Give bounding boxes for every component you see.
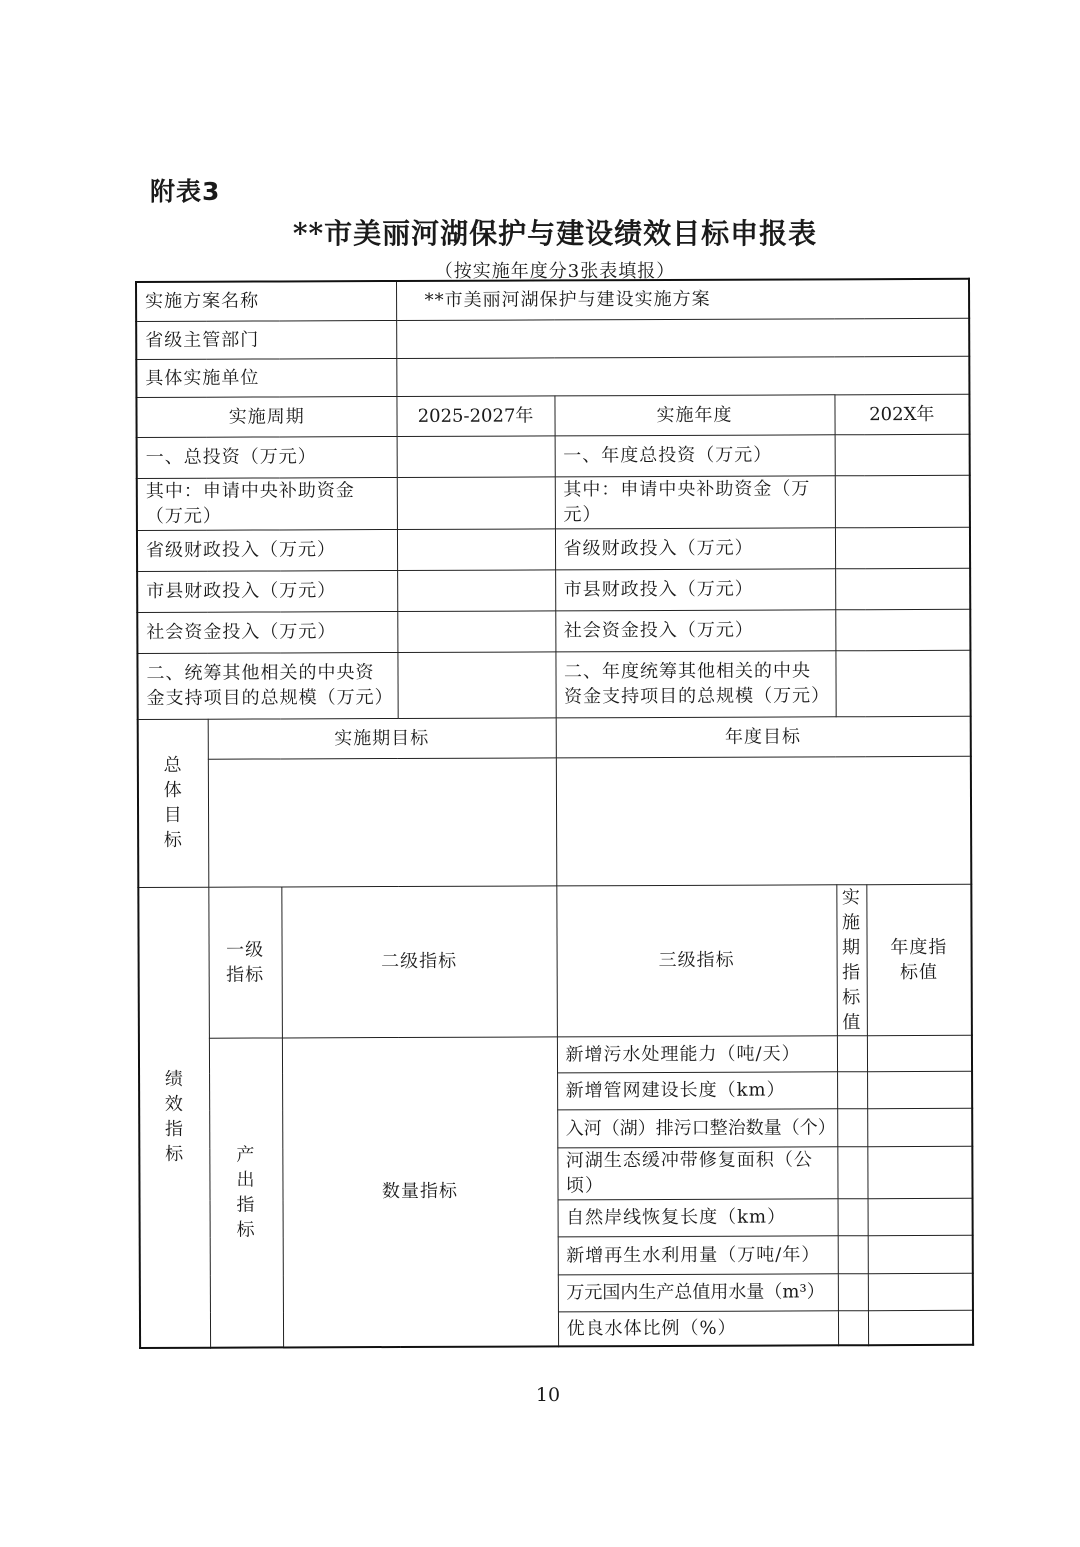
unit-value[interactable] <box>396 356 969 396</box>
col-annual-value-header <box>866 884 972 1035</box>
inv-left-label: 一、总投资（万元） <box>137 436 397 478</box>
year-value[interactable]: 202X年 <box>834 394 969 435</box>
period-goal-value[interactable] <box>208 757 557 886</box>
inv-left-value[interactable] <box>397 569 555 611</box>
unit-label: 具体实施单位 <box>136 358 396 397</box>
col-level3-header: 三级指标 <box>556 884 837 1036</box>
inv-left-value[interactable] <box>397 476 555 529</box>
page-number: 10 <box>535 1384 561 1406</box>
level2-quantity: 数量指标 <box>282 1036 558 1347</box>
plan-name-label: 实施方案名称 <box>136 281 396 321</box>
inv-right-value[interactable] <box>835 475 970 528</box>
indicator-annual-value[interactable] <box>867 1108 972 1146</box>
level1-output <box>209 1037 283 1347</box>
inv-left-value[interactable] <box>397 651 555 718</box>
inv-right-label: 其中：申请中央补助资金（万元） <box>555 475 835 528</box>
indicator-label: 万元国内生产总值用水量（m³） <box>558 1273 838 1311</box>
inv-right-label: 二、年度统筹其他相关的中央资金支持项目的总规模（万元） <box>555 650 835 717</box>
indicator-annual-value[interactable] <box>867 1071 972 1108</box>
indicator-period-value[interactable] <box>838 1310 868 1345</box>
indicator-label: 新增管网建设长度（km） <box>557 1071 837 1109</box>
period-goal-label: 实施期目标 <box>208 717 556 758</box>
inv-right-value[interactable] <box>835 609 970 651</box>
indicator-period-value[interactable] <box>838 1273 868 1310</box>
indicator-annual-value[interactable] <box>867 1035 972 1071</box>
col-level1-text: 一级指标 <box>226 939 265 986</box>
indicator-label: 新增再生水利用量（万吨/年） <box>558 1235 838 1274</box>
inv-right-label: 省级财政投入（万元） <box>555 527 835 569</box>
col-level1-header <box>208 886 282 1037</box>
indicator-label: 优良水体比例（%） <box>558 1310 838 1346</box>
indicator-annual-value[interactable] <box>868 1198 973 1235</box>
dept-value[interactable] <box>396 318 969 358</box>
annex-label: 附表3 <box>150 177 221 206</box>
indicator-annual-value[interactable] <box>868 1235 973 1273</box>
indicator-label: 新增污水处理能力（吨/天） <box>557 1035 837 1072</box>
inv-right-label: 社会资金投入（万元） <box>555 609 835 651</box>
indicator-period-value[interactable] <box>838 1198 868 1235</box>
inv-right-label: 一、年度总投资（万元） <box>555 434 835 476</box>
inv-right-value[interactable] <box>835 568 970 610</box>
inv-left-label: 其中：申请中央补助资金（万元） <box>137 477 397 530</box>
annual-goal-label: 年度目标 <box>556 716 971 758</box>
plan-name-value[interactable]: **市美丽河湖保护与建设实施方案 <box>396 279 969 320</box>
document-subtitle: （按实施年度分3张表填报） <box>434 261 676 282</box>
col-level2-header: 二级指标 <box>281 885 557 1037</box>
indicator-label: 入河（湖）排污口整治数量（个） <box>557 1108 837 1147</box>
inv-left-value[interactable] <box>397 610 555 652</box>
col-period-value-text: 实施期指标值 <box>841 886 862 1033</box>
performance-label-text: 绩效指标 <box>164 1069 185 1166</box>
inv-right-value[interactable] <box>835 527 970 569</box>
inv-right-value[interactable] <box>835 434 970 476</box>
performance-target-table <box>135 278 974 1349</box>
inv-left-label: 社会资金投入（万元） <box>137 611 397 653</box>
indicator-annual-value[interactable] <box>868 1273 973 1310</box>
indicator-annual-value[interactable] <box>868 1310 973 1345</box>
indicator-period-value[interactable] <box>837 1146 867 1198</box>
indicator-period-value[interactable] <box>838 1235 868 1273</box>
col-period-value-header <box>836 884 867 1035</box>
inv-right-label: 市县财政投入（万元） <box>555 568 835 610</box>
overall-goal-label-text: 总体目标 <box>163 754 183 851</box>
level1-output-text: 产出指标 <box>236 1144 256 1241</box>
indicator-period-value[interactable] <box>837 1035 867 1071</box>
period-value[interactable]: 2025-2027年 <box>396 395 554 436</box>
inv-left-label: 市县财政投入（万元） <box>137 570 397 612</box>
col-annual-value-text: 年度指标值 <box>890 936 948 983</box>
indicator-annual-value[interactable] <box>867 1146 972 1198</box>
form-sheet <box>135 278 972 1348</box>
performance-label <box>138 887 210 1348</box>
overall-goal-label <box>138 719 209 887</box>
inv-left-value[interactable] <box>397 435 555 477</box>
dept-label: 省级主管部门 <box>136 320 396 359</box>
indicator-period-value[interactable] <box>837 1108 867 1146</box>
indicator-period-value[interactable] <box>837 1071 867 1108</box>
inv-left-label: 省级财政投入（万元） <box>137 529 397 571</box>
document-title: **市美丽河湖保护与建设绩效目标申报表 <box>292 217 818 250</box>
indicator-label: 河湖生态缓冲带修复面积（公顷） <box>557 1146 837 1199</box>
year-label: 实施年度 <box>554 394 834 435</box>
inv-left-value[interactable] <box>397 528 555 570</box>
inv-right-value[interactable] <box>835 650 970 717</box>
indicator-label: 自然岸线恢复长度（km） <box>558 1198 838 1236</box>
annual-goal-value[interactable] <box>556 756 971 886</box>
period-label: 实施周期 <box>136 396 396 437</box>
inv-left-label: 二、统筹其他相关的中央资金支持项目的总规模（万元） <box>137 652 397 719</box>
